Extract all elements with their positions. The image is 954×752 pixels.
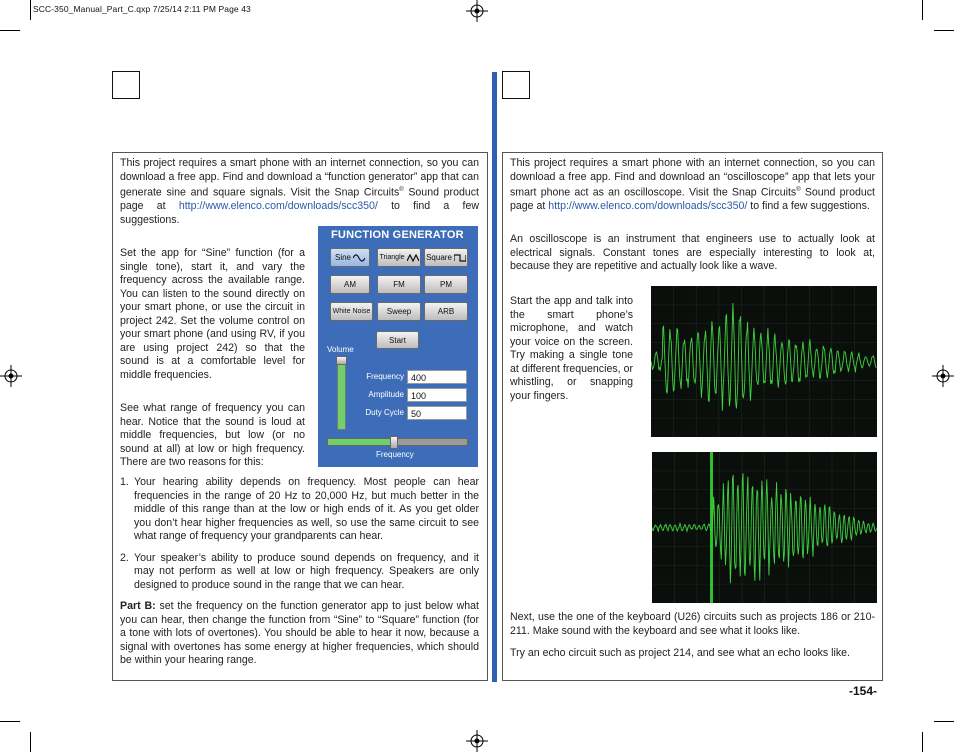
right-intro-text-3: to find a few suggestions. [747, 200, 870, 213]
square-label: Square [426, 253, 452, 262]
registration-mark-bottom-icon [466, 730, 488, 752]
triangle-wave-icon [407, 254, 419, 262]
crop-mark-bottom-right-v [922, 732, 923, 752]
crop-mark-top-right-v [922, 0, 923, 20]
registration-mark-right-icon [932, 365, 954, 387]
page-number: -154- [849, 684, 878, 698]
crop-mark-top-left-h [0, 30, 20, 31]
registered-mark: ® [399, 187, 404, 193]
registration-mark-left-icon [0, 365, 22, 387]
arb-button[interactable]: ARB [424, 302, 468, 321]
list-number: 1. [120, 476, 129, 488]
frequency-field-label: Frequency [366, 372, 404, 381]
crop-mark-bottom-left-v [30, 732, 31, 752]
amplitude-field-label: Amplitude [368, 390, 404, 399]
left-intro-text-3: to find a few suggestions. [120, 200, 479, 226]
app-title: FUNCTION GENERATOR [331, 229, 464, 241]
amplitude-field[interactable]: 100 [407, 388, 467, 402]
hearing-range-paragraph: See what range of frequency you can hear. Notice that the sound is loud at middle frequencies, but low (or no sound at all) at low or high frequency. There are two reasons for this: [120, 402, 305, 468]
crop-mark-top-left-v [30, 0, 31, 20]
frequency-slider-label: Frequency [376, 450, 414, 459]
keyboard-paragraph: Next, use the one of the keyboard (U26) circuits such as projects 186 or 210-211. Make sound with the keyboard and see what it looks like. [510, 611, 875, 637]
registration-mark-top-icon [466, 0, 488, 22]
print-header: SCC-350_Manual_Part_C.qxp 7/25/14 2:11 PM Page 43 [33, 4, 251, 14]
triangle-button[interactable] [377, 248, 421, 267]
part-b-text: set the frequency on the function generator app to just below what you can hear, then change the function from “Sine” to “Square” function (for a tone with lots of overtones). You should be able to hear it now, because a signal with overtones has some energy at higher frequencies, which should be within your hearing range. [120, 600, 480, 666]
square-button[interactable] [424, 248, 468, 267]
crop-mark-top-right-h [934, 30, 954, 31]
frequency-slider-fill [328, 439, 393, 445]
echo-paragraph: Try an echo circuit such as project 214, and see what an echo looks like. [510, 647, 850, 659]
oscilloscope-voice-screen [651, 286, 877, 437]
am-button[interactable]: AM [330, 275, 370, 294]
start-button[interactable]: Start [376, 331, 419, 349]
sine-wave-icon [353, 254, 365, 262]
right-intro-paragraph [510, 157, 875, 214]
reasons-list [120, 476, 479, 592]
list-item [120, 476, 479, 544]
oscilloscope-keyboard-screen [652, 452, 877, 603]
part-b-paragraph [120, 600, 479, 668]
crop-mark-bottom-left-h [0, 721, 20, 722]
volume-slider-fill [338, 361, 345, 429]
sine-button[interactable] [330, 248, 370, 267]
list-text: Your hearing ability depends on frequency. Most people can hear frequencies in the range of 20 Hz to 20,000 Hz, but much better in the middle of this range than at the low or high ends of it. As you get older you don’t hear higher frequencies as well, so use the same circuit to see what range of frequency your grandparents can hear. [134, 476, 479, 542]
pm-button[interactable]: PM [424, 275, 468, 294]
right-intro-text-2: Sound product page at [510, 186, 875, 213]
frequency-slider[interactable] [327, 438, 468, 446]
volume-slider[interactable] [337, 356, 346, 430]
volume-label: Volume [327, 345, 354, 354]
oscilloscope-description-paragraph: An oscilloscope is an instrument that engineers use to actually look at electrical signals. Constant tones are especially interesting to look at, because they are repetitive and actually look like a wave. [510, 233, 875, 272]
right-intro-text-1: This project requires a smart phone with an internet connection, so you can download a free app. Find and download an “oscilloscope” app that lets your smart phone act as an oscilloscope. Visit the Snap Circuits [510, 157, 875, 199]
list-text: Your speaker’s ability to produce sound depends on frequency, and it may not perform as well at low or high frequency. Speakers are only designed to produce sound in the range that we can hear. [134, 551, 479, 591]
project-number-box-right [502, 71, 530, 99]
list-item [120, 552, 479, 593]
left-intro-text-2: Sound product page at [120, 186, 479, 213]
registered-mark: ® [796, 187, 801, 193]
sine-label: Sine [334, 253, 351, 262]
left-intro-paragraph [120, 157, 479, 227]
list-number: 2. [120, 551, 129, 564]
triangle-label: Triangle [379, 254, 405, 261]
duty-cycle-field[interactable]: 50 [407, 406, 467, 420]
part-b-label: Part B: [120, 600, 156, 612]
fm-button[interactable]: FM [377, 275, 421, 294]
function-generator-app [318, 226, 478, 467]
duty-cycle-field-label: Duty Cycle [365, 408, 404, 417]
page-spine-bar [492, 72, 497, 682]
downloads-link[interactable]: http://www.elenco.com/downloads/scc350/ [178, 200, 378, 213]
volume-slider-thumb[interactable] [336, 356, 347, 365]
start-app-paragraph: Start the app and talk into the smart phone’s microphone, and watch your voice on the screen. Try making a single tone at different frequencies, or whistling, or snapping your fingers. [510, 295, 633, 402]
crop-mark-bottom-right-h [934, 721, 954, 722]
white-noise-button[interactable]: White Noise [330, 302, 373, 321]
frequency-field[interactable]: 400 [407, 370, 467, 384]
downloads-link[interactable]: http://www.elenco.com/downloads/scc350/ [548, 200, 748, 213]
frequency-slider-thumb[interactable] [390, 436, 398, 449]
sweep-button[interactable]: Sweep [377, 302, 421, 321]
left-intro-text-1: This project requires a smart phone with an internet connection, so you can download a free app. Find and download a “function generator” app that can generate sine and square signals. Visit the Snap Circuits [120, 157, 479, 199]
project-number-box-left [112, 71, 140, 99]
sine-instructions-paragraph: Set the app for “Sine” function (for a single tone), start it, and vary the frequency across the available range. You can listen to the sound directly on your smart phone, or use the circuit in project 242. Set the volume control on your smart phone (and using RV, if you are using project 242) so that the sound is at a comfortable level for middle frequencies. [120, 247, 305, 381]
square-wave-icon [454, 254, 466, 262]
